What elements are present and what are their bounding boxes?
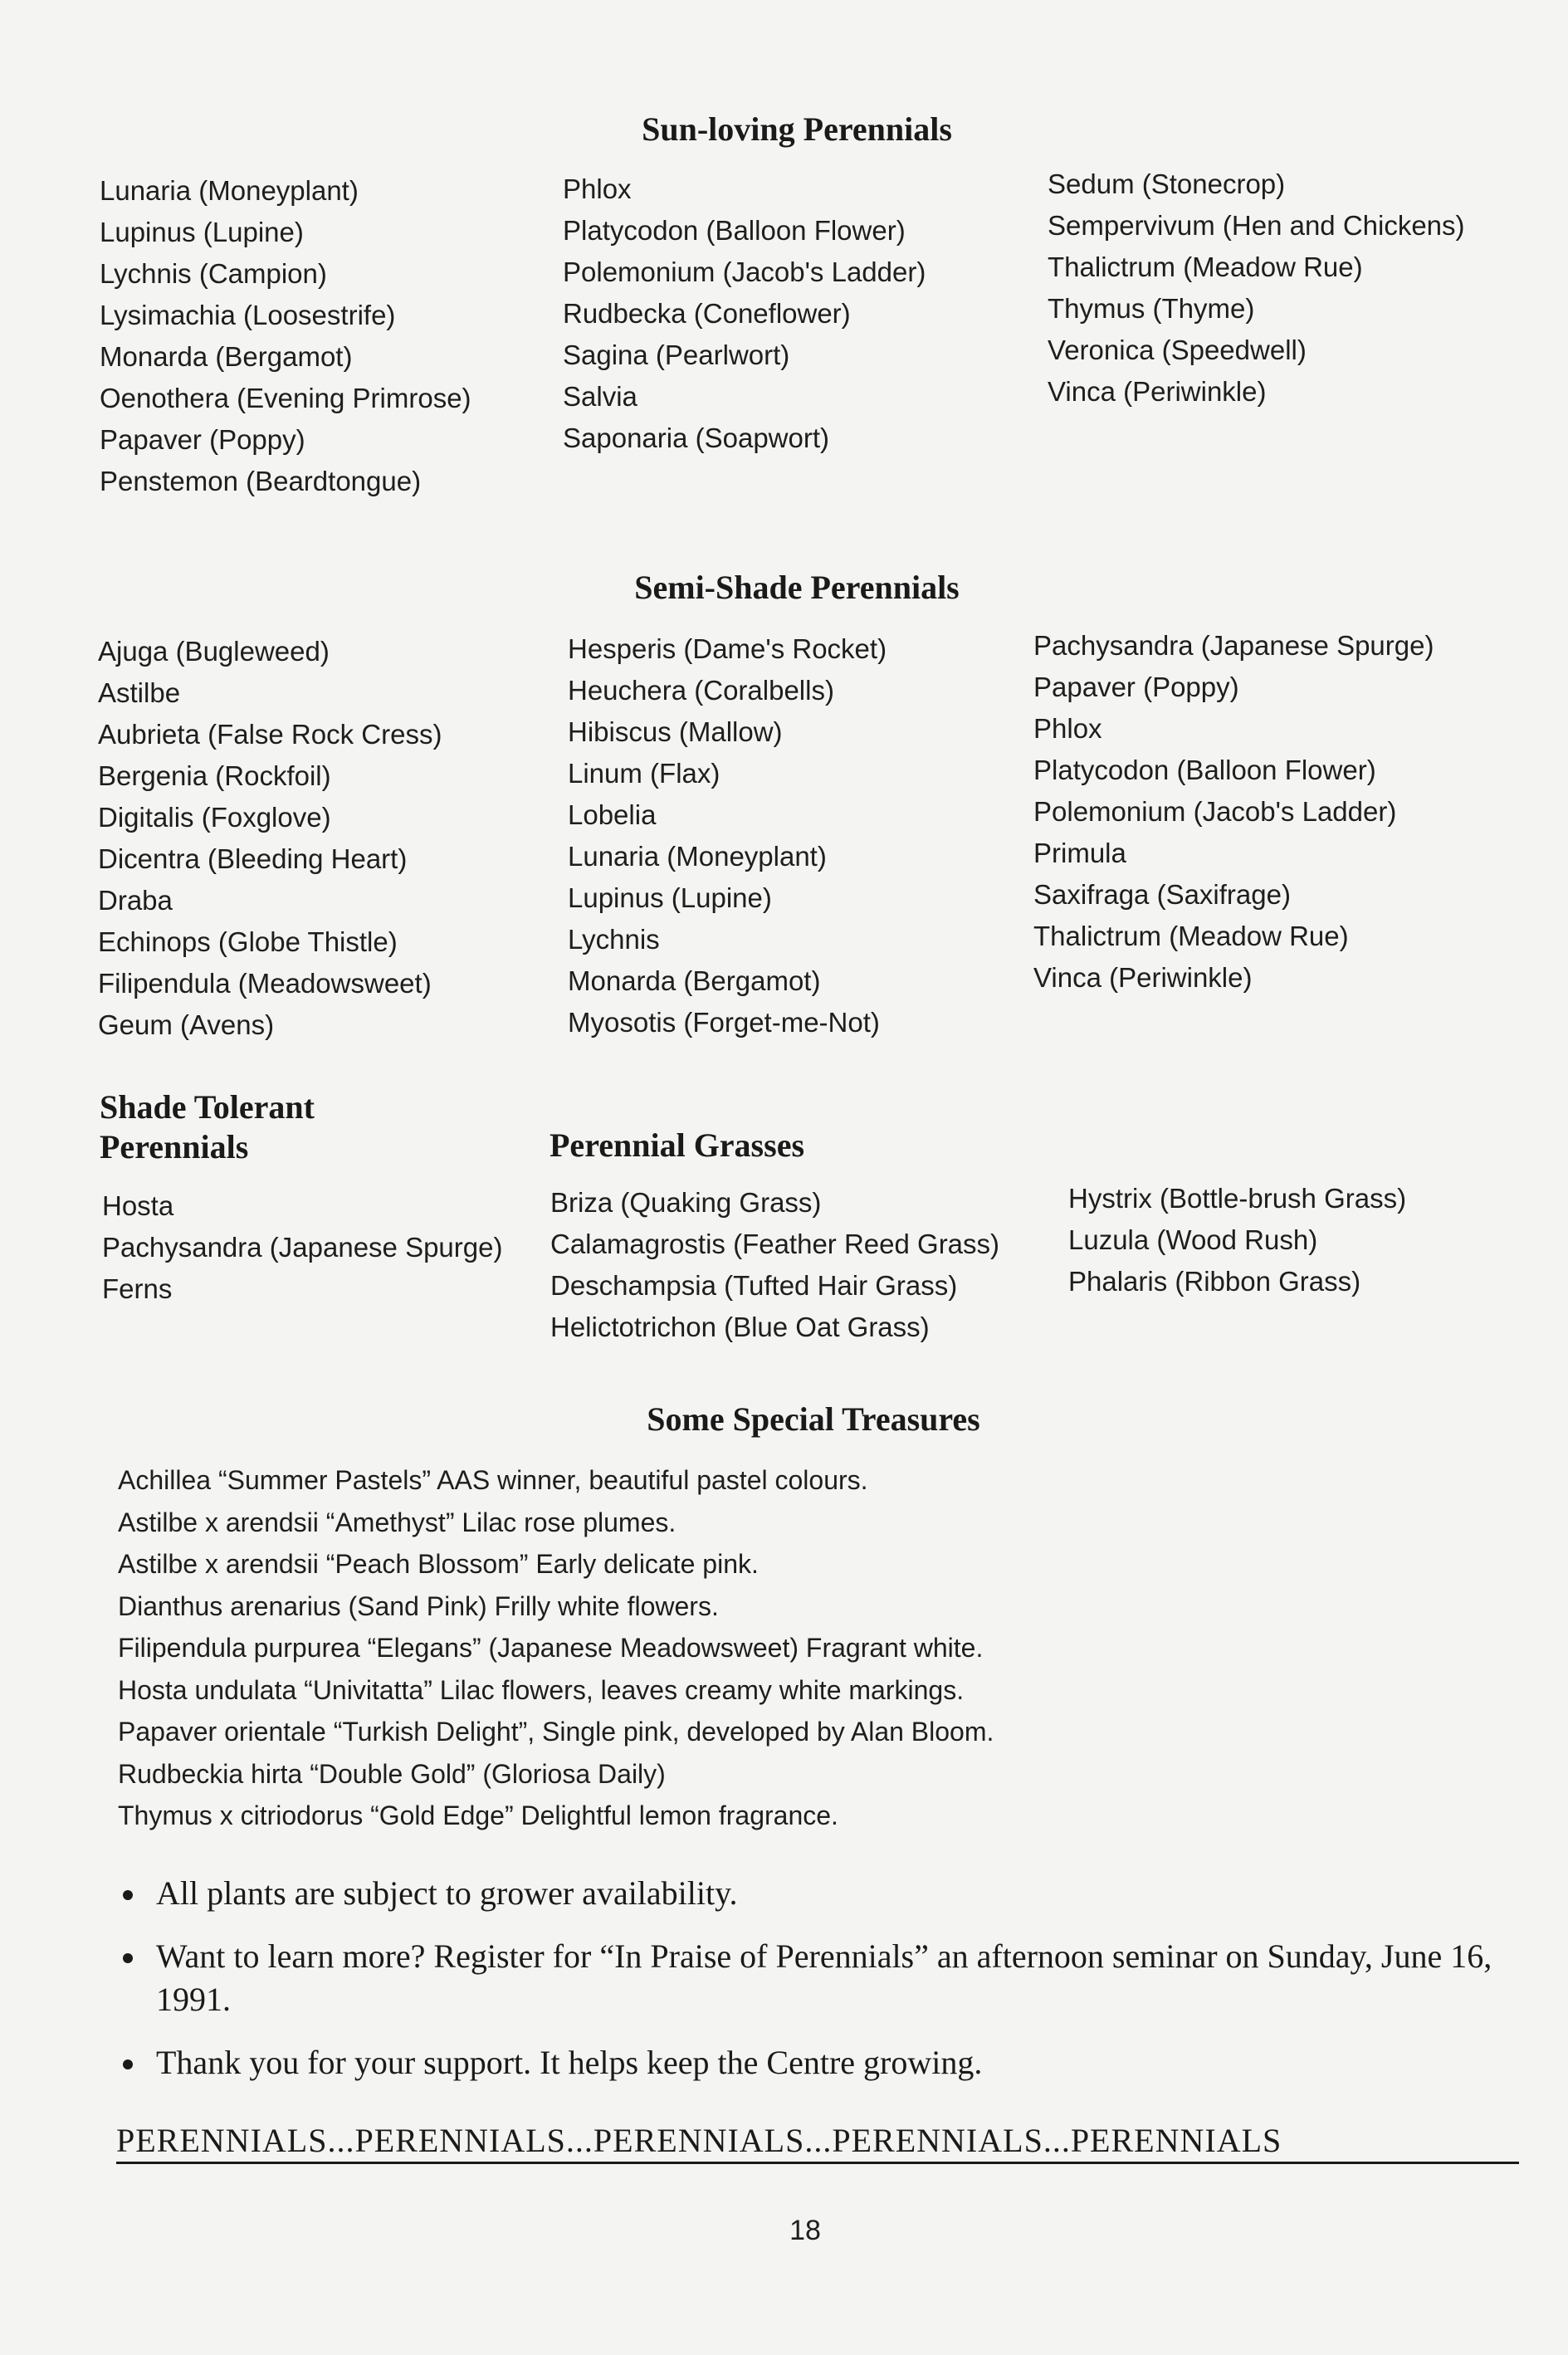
list-item: Linum (Flax) (568, 758, 720, 789)
grasses-col-1 (550, 1182, 999, 1348)
list-item: Astilbe x arendsii “Amethyst” Lilac rose plumes. (118, 1507, 677, 1537)
list-item: Saponaria (Soapwort) (563, 423, 830, 453)
list-item: Phlox (1033, 713, 1102, 744)
semi-shade-col-3 (1033, 625, 1434, 999)
list-item: Hosta (102, 1190, 174, 1221)
treasures-list (118, 1459, 994, 1837)
grasses-col-2 (1068, 1178, 1406, 1302)
list-item: Echinops (Globe Thistle) (98, 926, 398, 957)
list-item: Dicentra (Bleeding Heart) (98, 843, 408, 874)
list-item: Geum (Avens) (98, 1009, 275, 1040)
list-item: Lysimachia (Loosestrife) (100, 300, 396, 330)
note-availability: All plants are subject to grower availability. (116, 1872, 1527, 1915)
list-item: Astilbe x arendsii “Peach Blossom” Early delicate pink. (118, 1549, 759, 1579)
shade-tolerant-heading-line-2: Perennials (100, 1128, 249, 1165)
list-item: Lunaria (Moneyplant) (100, 175, 359, 206)
list-item: Lupinus (Lupine) (100, 217, 304, 247)
list-item: Lychnis (Campion) (100, 258, 327, 289)
list-item: Monarda (Bergamot) (568, 965, 821, 996)
list-item: Ferns (102, 1273, 173, 1304)
list-item: Myosotis (Forget-me-Not) (568, 1007, 880, 1038)
sun-loving-heading: Sun-loving Perennials (642, 110, 952, 148)
list-item: Platycodon (Balloon Flower) (563, 215, 906, 246)
list-item: Filipendula (Meadowsweet) (98, 968, 432, 999)
list-item: Lunaria (Moneyplant) (568, 841, 827, 872)
list-item: Hystrix (Bottle-brush Grass) (1068, 1183, 1407, 1214)
list-item: Papaver orientale “Turkish Delight”, Single pink, developed by Alan Bloom. (118, 1717, 994, 1747)
list-item: Heuchera (Coralbells) (568, 675, 834, 706)
list-item: Saxifraga (Saxifrage) (1033, 879, 1291, 910)
list-item: Phlox (563, 173, 632, 204)
list-item: Achillea “Summer Pastels” AAS winner, beautiful pastel colours. (118, 1465, 868, 1495)
list-item: Rudbeckia hirta “Double Gold” (Gloriosa Daily) (118, 1758, 666, 1789)
list-item: Vinca (Periwinkle) (1033, 962, 1253, 993)
list-item: Filipendula purpurea “Elegans” (Japanese Meadowsweet) Fragrant white. (118, 1633, 984, 1663)
grasses-heading: Perennial Grasses (550, 1126, 805, 1164)
semi-shade-heading: Semi-Shade Perennials (634, 569, 960, 606)
sun-loving-col-2 (563, 169, 926, 459)
list-item: Lobelia (568, 799, 657, 830)
list-item: Sagina (Pearlwort) (563, 340, 790, 370)
list-item: Astilbe (98, 677, 181, 708)
shade-tolerant-heading-line-1: Shade Tolerant (100, 1088, 315, 1126)
list-item: Polemonium (Jacob's Ladder) (1033, 796, 1397, 827)
list-item: Papaver (Poppy) (1033, 672, 1239, 702)
list-item: Hosta undulata “Univitatta” Lilac flowers, leaves creamy white markings. (118, 1674, 965, 1705)
notes-list (116, 1872, 1527, 2084)
list-item: Platycodon (Balloon Flower) (1033, 755, 1376, 785)
semi-shade-col-1 (98, 631, 442, 1046)
shade-tolerant-list (102, 1185, 502, 1310)
list-item: Hibiscus (Mallow) (568, 716, 783, 747)
list-item: Phalaris (Ribbon Grass) (1068, 1266, 1361, 1297)
list-item: Calamagrostis (Feather Reed Grass) (550, 1229, 1000, 1259)
list-item: Pachysandra (Japanese Spurge) (1033, 630, 1434, 661)
list-item: Lychnis (568, 924, 660, 955)
list-item: Bergenia (Rockfoil) (98, 760, 331, 791)
list-item: Draba (98, 885, 173, 916)
list-item: Lupinus (Lupine) (568, 882, 772, 913)
list-item: Rudbecka (Coneflower) (563, 298, 851, 329)
list-item: Deschampsia (Tufted Hair Grass) (550, 1270, 958, 1301)
list-item: Dianthus arenarius (Sand Pink) Frilly white flowers. (118, 1590, 719, 1621)
list-item: Thalictrum (Meadow Rue) (1033, 921, 1349, 951)
list-item: Helictotrichon (Blue Oat Grass) (550, 1312, 930, 1342)
list-item: Primula (1033, 838, 1126, 868)
list-item: Hesperis (Dame's Rocket) (568, 633, 887, 664)
list-item: Salvia (563, 381, 637, 412)
list-item: Thymus (Thyme) (1048, 293, 1255, 324)
list-item: Sempervivum (Hen and Chickens) (1048, 210, 1465, 241)
list-item: Oenothera (Evening Primrose) (100, 383, 471, 413)
list-item: Veronica (Speedwell) (1048, 335, 1307, 365)
note-seminar: Want to learn more? Register for “In Praise of Perennials” an afternoon seminar on Sunday, June 16, 1991. (116, 1935, 1527, 2021)
list-item: Thalictrum (Meadow Rue) (1048, 252, 1363, 282)
page-number: 18 (789, 2215, 821, 2246)
sun-loving-col-3 (1048, 164, 1465, 413)
semi-shade-col-2 (568, 628, 887, 1043)
list-item: Thymus x citriodorus “Gold Edge” Delightful lemon fragrance. (118, 1800, 838, 1830)
list-item: Papaver (Poppy) (100, 424, 305, 455)
list-item: Penstemon (Beardtongue) (100, 466, 422, 496)
list-item: Polemonium (Jacob's Ladder) (563, 257, 926, 287)
treasures-heading: Some Special Treasures (647, 1400, 980, 1438)
list-item: Pachysandra (Japanese Spurge) (102, 1232, 503, 1263)
list-item: Ajuga (Bugleweed) (98, 636, 330, 667)
list-item: Digitalis (Foxglove) (98, 802, 331, 833)
list-item: Luzula (Wood Rush) (1068, 1224, 1318, 1255)
list-item: Briza (Quaking Grass) (550, 1187, 822, 1218)
list-item: Sedum (Stonecrop) (1048, 169, 1286, 199)
footer-band: PERENNIALS...PERENNIALS...PERENNIALS...PERENNIALS...PERENNIALS (116, 2122, 1282, 2159)
list-item: Vinca (Periwinkle) (1048, 376, 1267, 407)
footer-rule (116, 2162, 1519, 2164)
sun-loving-col-1 (100, 170, 471, 502)
list-item: Monarda (Bergamot) (100, 341, 353, 372)
list-item: Aubrieta (False Rock Cress) (98, 719, 442, 750)
note-thank-you: Thank you for your support. It helps keep the Centre growing. (116, 2041, 1527, 2084)
